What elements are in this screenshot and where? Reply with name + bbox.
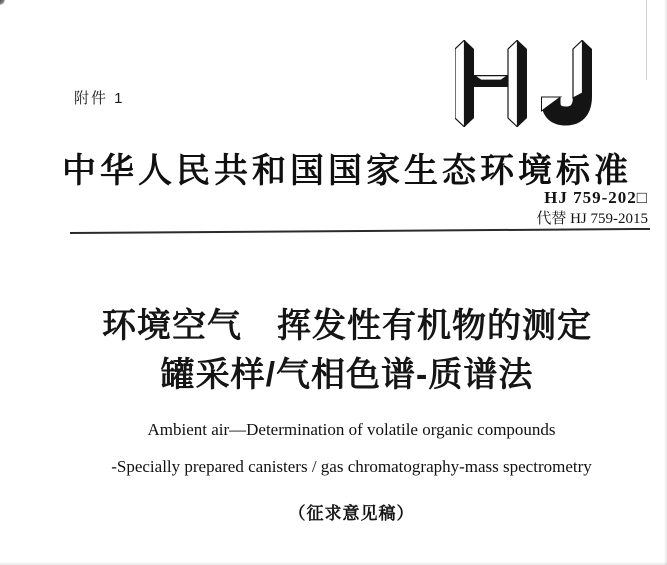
scan-artifact-corner xyxy=(0,0,5,5)
hj-logo-graphic xyxy=(455,40,592,127)
document-title-cn xyxy=(0,305,667,396)
title-cn-line2: 罐采样/气相色谱-质谱法 xyxy=(160,356,534,394)
attachment-label: 附件 1 xyxy=(74,90,125,107)
draft-note: （征求意见稿） xyxy=(288,504,415,523)
title-en-line1: Ambient air—Determination of volatile organic compounds xyxy=(147,420,556,439)
standard-code-block xyxy=(536,187,648,229)
replaces-note: 代替 HJ 759-2015 xyxy=(536,211,648,227)
standard-code: HJ 759-202□ xyxy=(544,188,648,207)
hj-logo-text xyxy=(455,127,456,128)
header-rule xyxy=(70,228,650,234)
scan-artifact-edge-line xyxy=(646,0,647,80)
standard-title: 中华人民共和国国家生态环境标准 xyxy=(62,153,632,190)
title-en-line2: -Specially prepared canisters / gas chromatography-mass spectrometry xyxy=(111,457,592,476)
title-cn-line1: 环境空气 挥发性有机物的测定 xyxy=(102,307,592,345)
hj-logo xyxy=(455,40,592,127)
